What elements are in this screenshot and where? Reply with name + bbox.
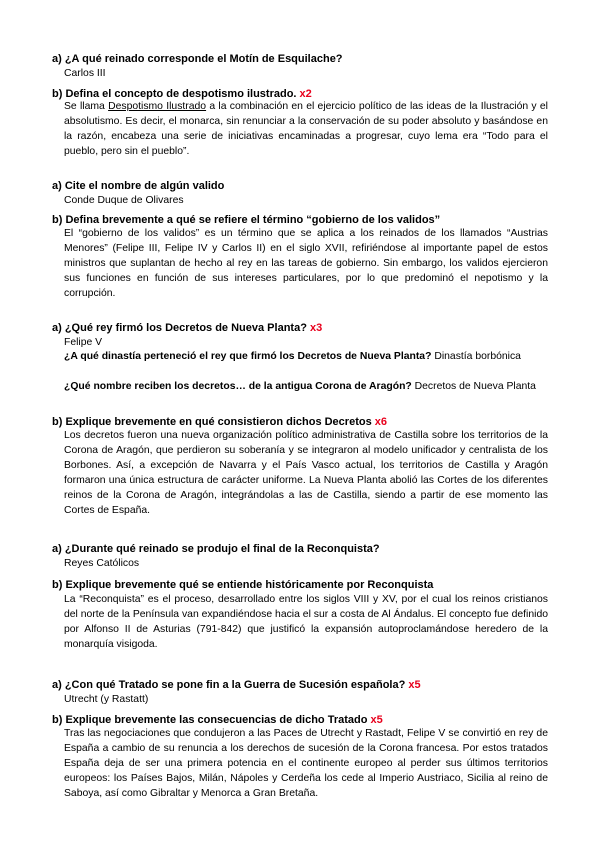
answer-despotismo [64, 100, 548, 160]
subquestion-nombre-decretos [64, 380, 548, 395]
answer-utrecht: Utrecht (y Rastatt) [64, 694, 149, 705]
answer-olivares: Conde Duque de Olivares [64, 195, 184, 206]
answer-reconquista: La “Reconquista” es el proceso, desarrollado entre los siglos VIII y XV, por el cual los reinos cristianos del norte de la Península van expandiéndose hacia el sur a costa de Al Ándalus. El concepto fue definido por Alfonso II de Asturias (791-842) que justificó la expansión autoproclamándose heredero de la monarquía visigoda. [64, 594, 548, 650]
answer-consecuencias: Tras las negociaciones que condujeron a las Paces de Utrecht y Rastadt, Felipe V se convirtió en rey de España a cambio de su renuncia a los derechos de sucesión de la Corona francesa. Por estos tratados España deja de ser una primera potencia en el continente europeo al perder sus últimos territorios europeos: los Países Bajos, Milán, Nápoles y Cerdeña los cede al Imperio Austriaco, Sicilia al reino de Saboya, así como Gibraltar y Menorca a Gran Bretaña. [64, 728, 548, 799]
question-text: a) ¿Durante qué reinado se produjo el final de la Reconquista? [52, 543, 380, 555]
answer-decretos: Los decretos fueron una nueva organización político administrativa de Castilla sobre los territorios de la Corona de Aragón, que perdieron su soberanía y se integraron al modelo unificador y centralista de los Borbones. Así, a excepción de Navarra y el País Vasco actual, los territorios de Castilla y Aragón formaron una única estructura de carácter uniforme. La Nueva Planta abolió las Cortes de los diferentes reinos de la Corona de Aragón, integrándolas a las de Castilla, siendo a partir de ese momento las Cortes de España. [64, 430, 548, 516]
question-decretos-consistieron [52, 415, 552, 429]
question-tratado-sucesion [52, 678, 552, 692]
answer-text: Decretos de Nueva Planta [411, 381, 536, 392]
question-text: b) Explique brevemente en qué consistieron dichos Decretos [52, 416, 372, 428]
question-nueva-planta-rey [52, 321, 552, 335]
question-text: a) ¿Con qué Tratado se pone fin a la Guerra de Sucesión española? [52, 679, 406, 691]
question-gobierno-validos [52, 213, 552, 227]
question-motin-esquilache [52, 52, 552, 66]
answer-text: Dinastía borbónica [431, 351, 521, 362]
frequency-mark: x5 [408, 679, 421, 691]
subquestion-text: ¿A qué dinastía perteneció el rey que firmó los Decretos de Nueva Planta? [64, 351, 432, 362]
answer-text: Se llama [64, 101, 109, 112]
question-despotismo [52, 87, 552, 101]
question-text: b) Explique brevemente qué se entiende históricamente por Reconquista [52, 579, 434, 591]
question-consecuencias-tratado [52, 713, 552, 727]
frequency-mark: x6 [374, 416, 388, 428]
answer-reyes-catolicos: Reyes Católicos [64, 558, 140, 569]
question-text: b) Defina el concepto de despotismo ilustrado. [52, 88, 297, 100]
question-text: b) Explique brevemente las consecuencias de dicho Tratado [52, 714, 368, 726]
answer-text: a la combinación en el ejercicio político de las ideas de la Ilustración y el absolutismo. Es decir, el monarca, sin renunciar a la conservación de su poder absoluto y basándose en la razón, encabeza una serie de iniciativas encaminadas a progresar, cuyo lema era “Todo para el pueblo, pero sin el pueblo”. [64, 101, 548, 157]
question-text: a) ¿Qué rey firmó los Decretos de Nueva Planta? [52, 322, 307, 334]
subquestion-text: ¿Qué nombre reciben los decretos… de la antigua Corona de Aragón? [64, 381, 412, 392]
question-valido [52, 179, 552, 193]
underlined-term: Despotismo Ilustrado [108, 101, 207, 112]
frequency-mark: x2 [299, 88, 312, 100]
answer-felipe-v: Felipe V [64, 337, 103, 348]
answer-gobierno-validos: El “gobierno de los validos” es un término que se aplica a los reinados de los llamados “Austrias Menores” (Felipe III, Felipe IV y Carlos II) en el siglo XVII, refiriéndose al importante papel de estos ministros que suplantan de hecho al rey en las tareas de gobierno. Sin embargo, los validos ejercieron sus funciones en función de sus intereses particulares, por lo que predominó el nepotismo y la corrupción. [64, 228, 548, 299]
subquestion-dinastia [64, 350, 548, 365]
frequency-mark: x5 [370, 714, 383, 726]
question-text: b) Defina brevemente a qué se refiere el término “gobierno de los validos” [52, 214, 441, 226]
question-text: a) Cite el nombre de algún valido [52, 180, 225, 192]
question-final-reconquista [52, 542, 552, 556]
question-reconquista [52, 578, 552, 592]
answer-carlos-iii: Carlos III [64, 68, 106, 79]
question-text: a) ¿A qué reinado corresponde el Motín de Esquilache? [52, 53, 343, 65]
frequency-mark: x3 [309, 322, 323, 334]
